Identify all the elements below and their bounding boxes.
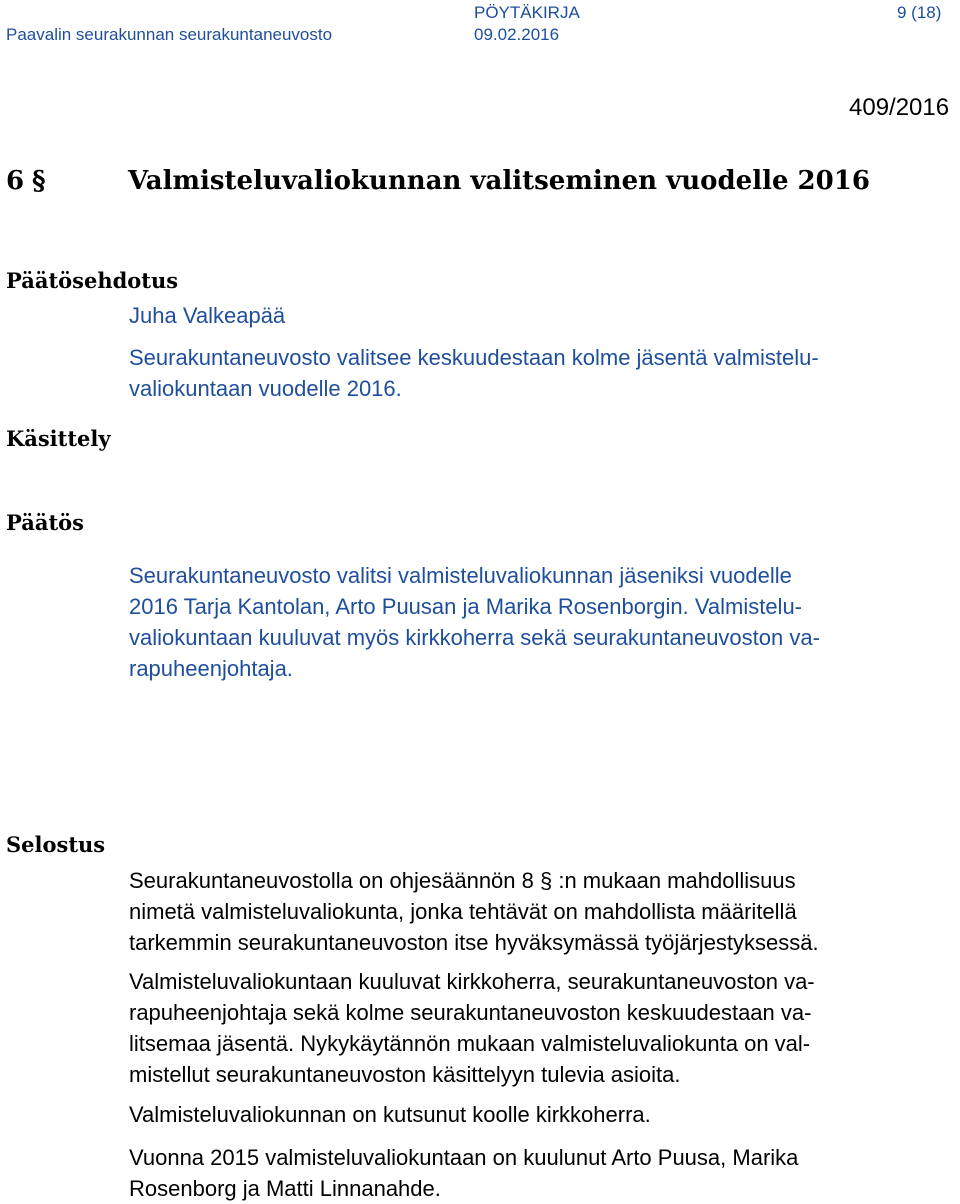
reference-number: 409/2016 [849,94,950,121]
text-line: mistellut seurakuntaneuvoston käsittelyyn tulevia asioita. [129,1062,681,1087]
paatos-text [129,560,929,684]
organization-name: Paavalin seurakunnan seurakuntaneuvosto [6,25,333,44]
text-line: Valmisteluvaliokuntaan kuuluvat kirkkoherra, seurakuntaneuvoston va- [129,969,815,994]
meeting-date: 09.02.2016 [474,25,560,44]
page-number: 9 (18) [897,3,942,22]
text-line: Seurakuntaneuvosto valitsee keskuudestaan kolme jäsentä valmistelu- [129,345,819,370]
text-line: Rosenborg ja Matti Linnanahde. [129,1176,441,1201]
text-line: 2016 Tarja Kantolan, Arto Puusan ja Marika Rosenborgin. Valmistelu- [129,594,803,619]
text-line: nimetä valmisteluvaliokunta, jonka tehtävät on mahdollista määritellä [129,899,797,924]
section-symbol: § [32,166,46,196]
selostus-label: Selostus [6,832,106,857]
text-line: rapuheenjohtaja. [129,656,293,681]
section-number: 6 [6,166,25,196]
proposer-name: Juha Valkeapää [129,303,286,328]
paatos-label: Päätös [6,510,84,535]
text-line: tarkemmin seurakuntaneuvoston itse hyväksymässä työjärjestyksessä. [129,930,819,955]
selostus-paragraph-1 [129,865,929,958]
text-line: Seurakuntaneuvosto valitsi valmisteluvaliokunnan jäseniksi vuodelle [129,563,792,588]
text-line: rapuheenjohtaja sekä kolme seurakuntaneuvoston keskuudestaan va- [129,1000,812,1025]
selostus-paragraph-3 [129,1099,929,1130]
selostus-paragraph-4 [129,1142,929,1204]
document-type: PÖYTÄKIRJA [474,3,580,22]
text-line: litsemaa jäsentä. Nykykäytännön mukaan valmisteluvaliokunta on val- [129,1031,811,1056]
section-title: Valmisteluvaliokunnan valitseminen vuodelle 2016 [128,166,870,196]
text-line: Seurakuntaneuvostolla on ohjesäännön 8 § :n mukaan mahdollisuus [129,868,796,893]
paatosehdotus-label: Päätösehdotus [6,268,179,293]
text-line: Valmisteluvaliokunnan on kutsunut koolle kirkkoherra. [129,1102,651,1127]
paatosehdotus-text [129,342,929,404]
selostus-paragraph-2 [129,966,929,1090]
text-line: Vuonna 2015 valmisteluvaliokuntaan on kuulunut Arto Puusa, Marika [129,1145,799,1170]
kasittely-label: Käsittely [6,426,111,451]
text-line: valiokuntaan kuuluvat myös kirkkoherra sekä seurakuntaneuvoston va- [129,625,820,650]
text-line: valiokuntaan vuodelle 2016. [129,376,402,401]
